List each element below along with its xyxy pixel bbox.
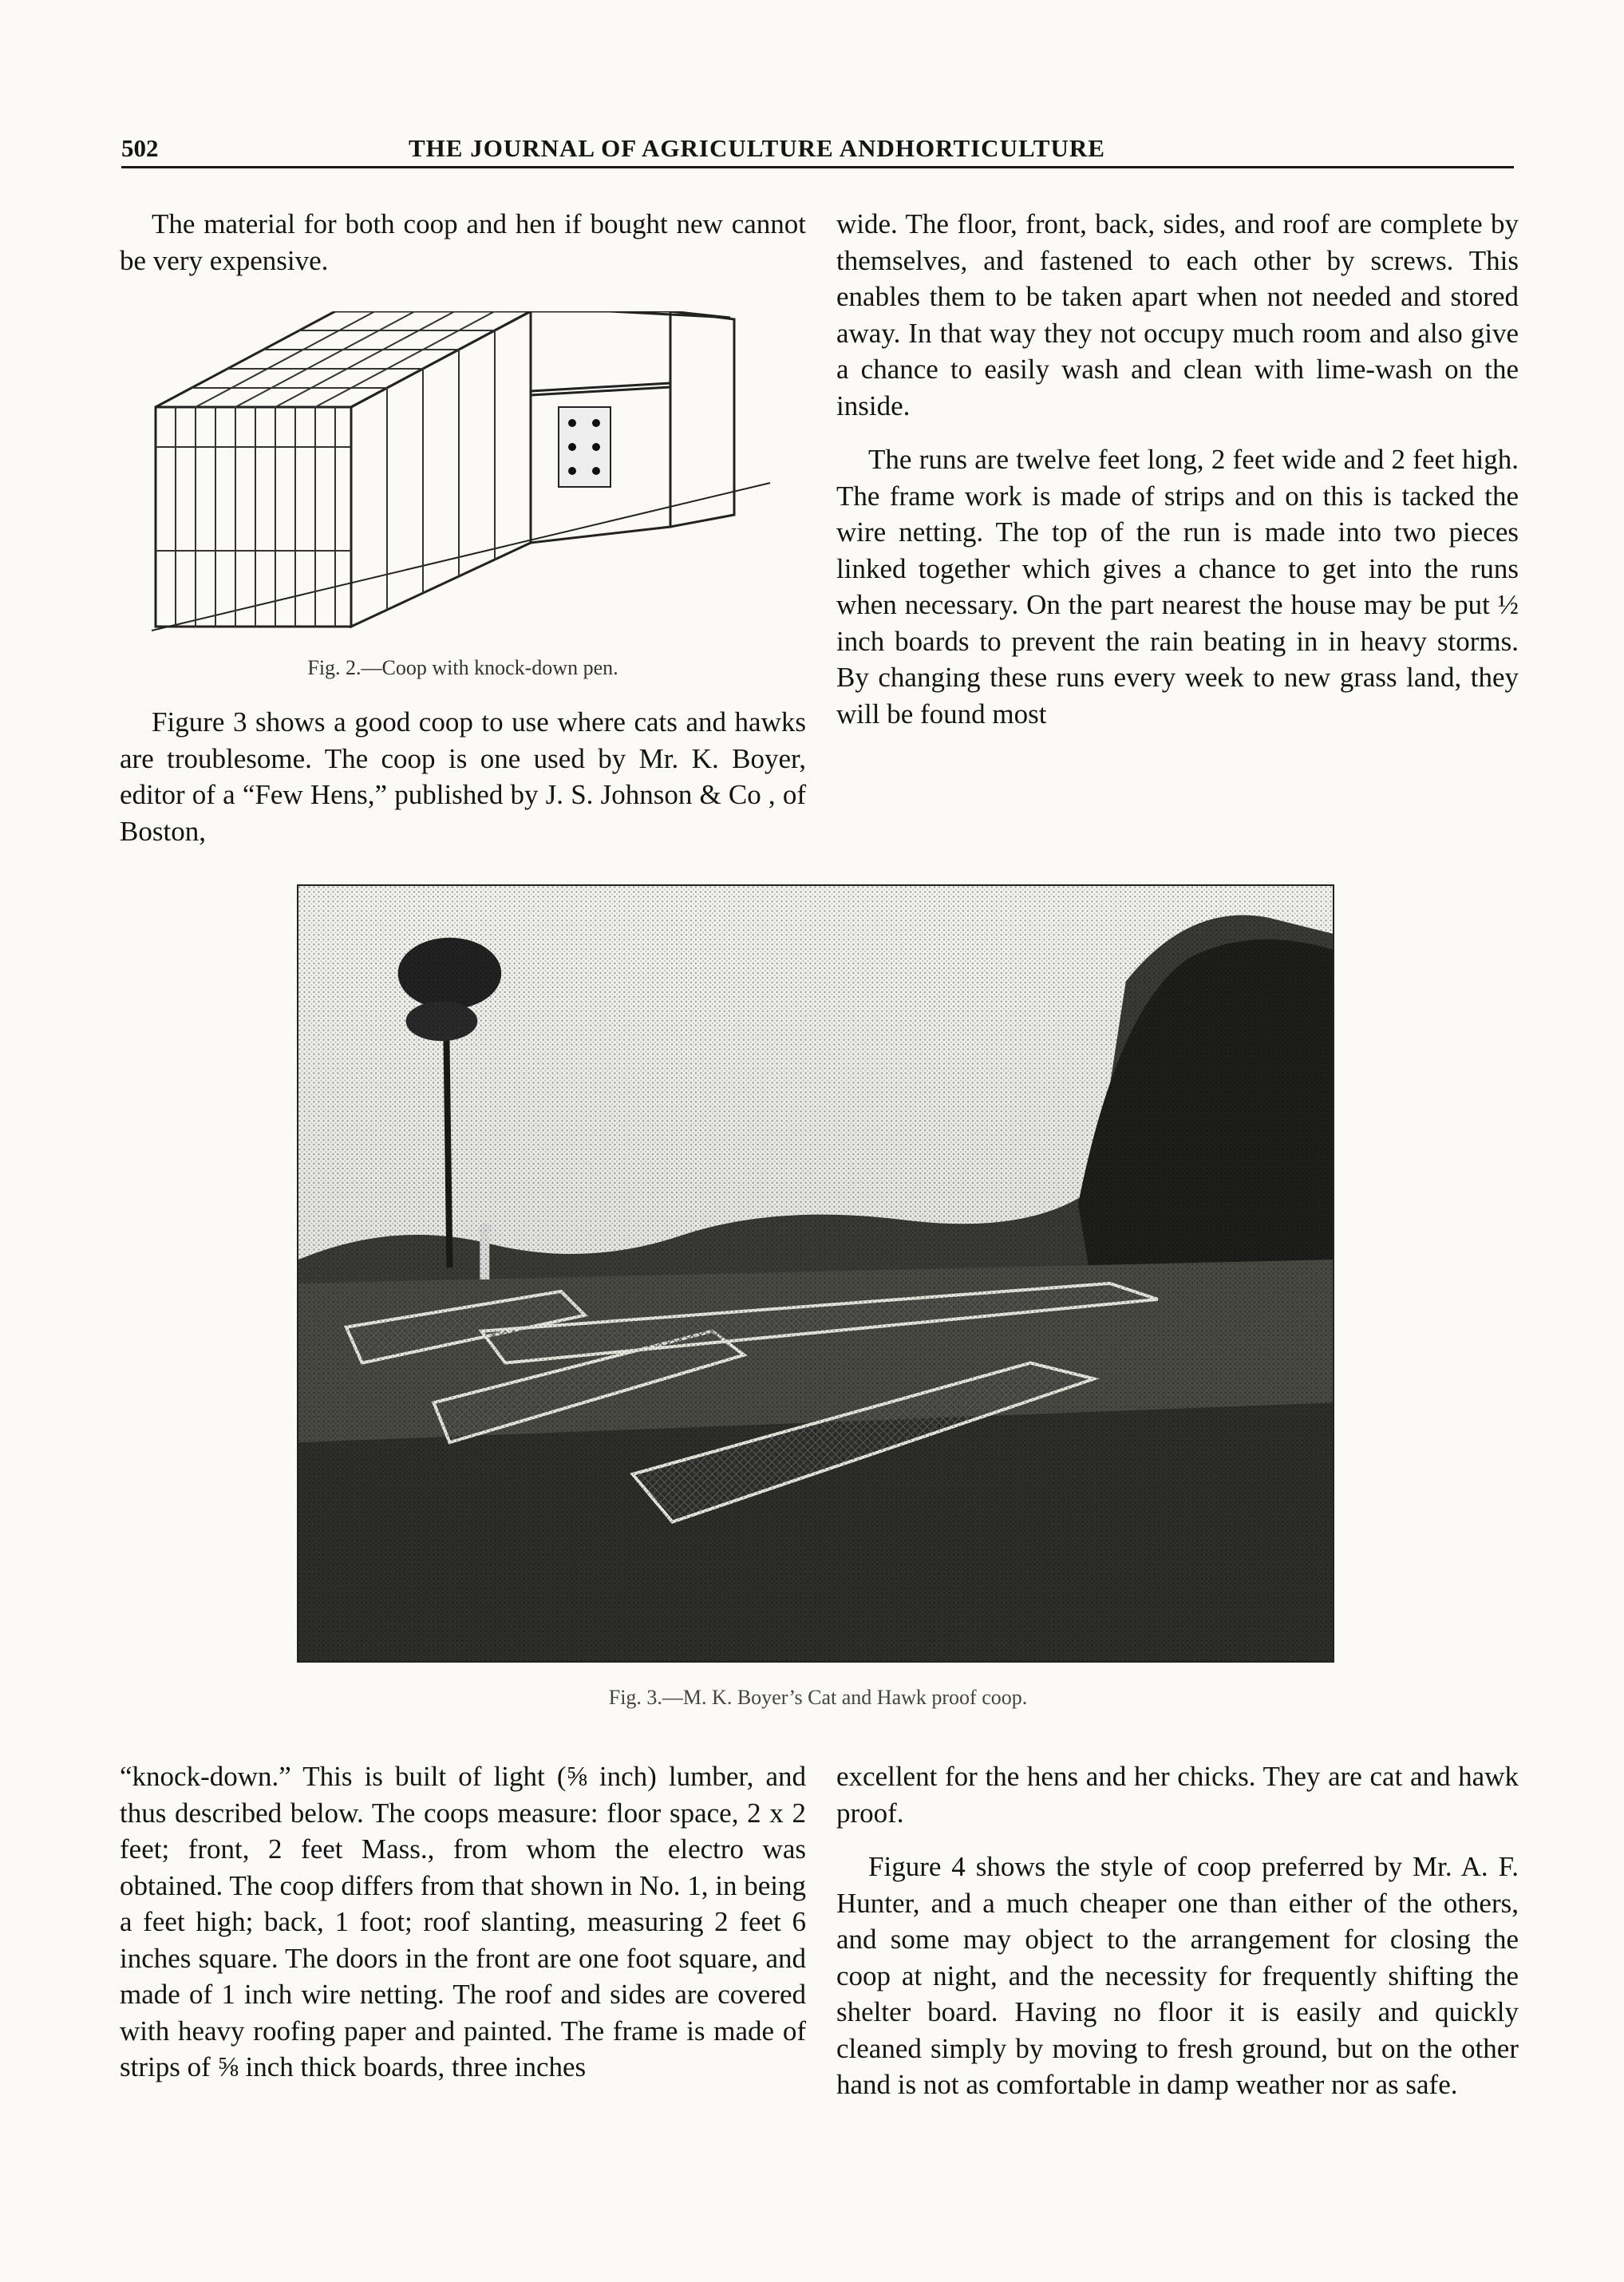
figure-3-photograph — [297, 884, 1334, 1663]
paragraph-figure-3-intro: Figure 3 shows a good coop to use where cats and hawks are troublesome. The coop is one used by Mr. K. Boyer, editor of a “Few Hens,” published by J. S. Johnson & Co , of Boston, — [120, 706, 806, 847]
paragraph-cat-hawk-proof: excellent for the hens and her chicks. They are cat and hawk proof. — [836, 1761, 1519, 1829]
figure-2-coop-drawing — [148, 311, 786, 647]
page-number: 502 — [121, 134, 159, 162]
paragraph-runs: The runs are twelve feet long, 2 feet wide and 2 feet high. The frame work is made of strips and on this is tacked the wire netting. The top of the run is made into two pieces linked together which gives a chance to get into the runs when necessary. On the part nearest the house may be put ½ inch boards to prevent the rain beating in in heavy storms. By changing these runs every week to new grass land, they will be found most — [836, 444, 1519, 730]
journal-title: THE JOURNAL OF AGRICULTURE ANDHORTICULTURE — [409, 134, 1105, 162]
right-column-bottom — [836, 1758, 1519, 2103]
paragraph-figure-4: Figure 4 shows the style of coop preferred by Mr. A. F. Hunter, and a much cheaper one than either of the others, and some may object to the arrangement for closing the coop at night, and the necessity for frequently shifting the shelter board. Having no floor it is easily and quickly cleaned simply by moving to fresh ground, but on the other hand is not as comfortable in damp weather nor as safe. — [836, 1851, 1519, 2100]
running-head — [121, 129, 1514, 168]
left-column-middle — [120, 704, 806, 849]
left-column-bottom — [120, 1758, 806, 2086]
paragraph-coop-construction: wide. The floor, front, back, sides, and roof are complete by themselves, and fastened to each other by screws. This enables them to be taken apart when not needed and stored away. In that way they not occupy much room and also give a chance to easily wash and clean with lime-wash on the inside. — [836, 208, 1519, 421]
paragraph-material-cost: The material for both coop and hen if bought new cannot be very expensive. — [120, 208, 806, 276]
figure-2-caption: Fig. 2.—Coop with knock-down pen. — [307, 656, 618, 679]
left-column-top — [120, 206, 806, 279]
paragraph-knock-down-coop: “knock-down.” This is built of light (⅝ inch) lumber, and thus described below. The coops measure: floor space, 2 x 2 feet; front, 2 feet Mass., from whom the electro was obtained. The coop differs from that shown in No. 1, in being a feet high; back, 1 foot; roof slanting, measuring 2 feet 6 inches square. The doors in the front are one foot square, and made of 1 inch wire netting. The roof and sides are covered with heavy roofing paper and painted. The frame is made of strips of ⅝ inch thick boards, three inches — [120, 1761, 806, 2082]
right-column-top — [836, 206, 1519, 732]
figure-3-caption: Fig. 3.—M. K. Boyer’s Cat and Hawk proof coop. — [608, 1686, 1028, 1709]
